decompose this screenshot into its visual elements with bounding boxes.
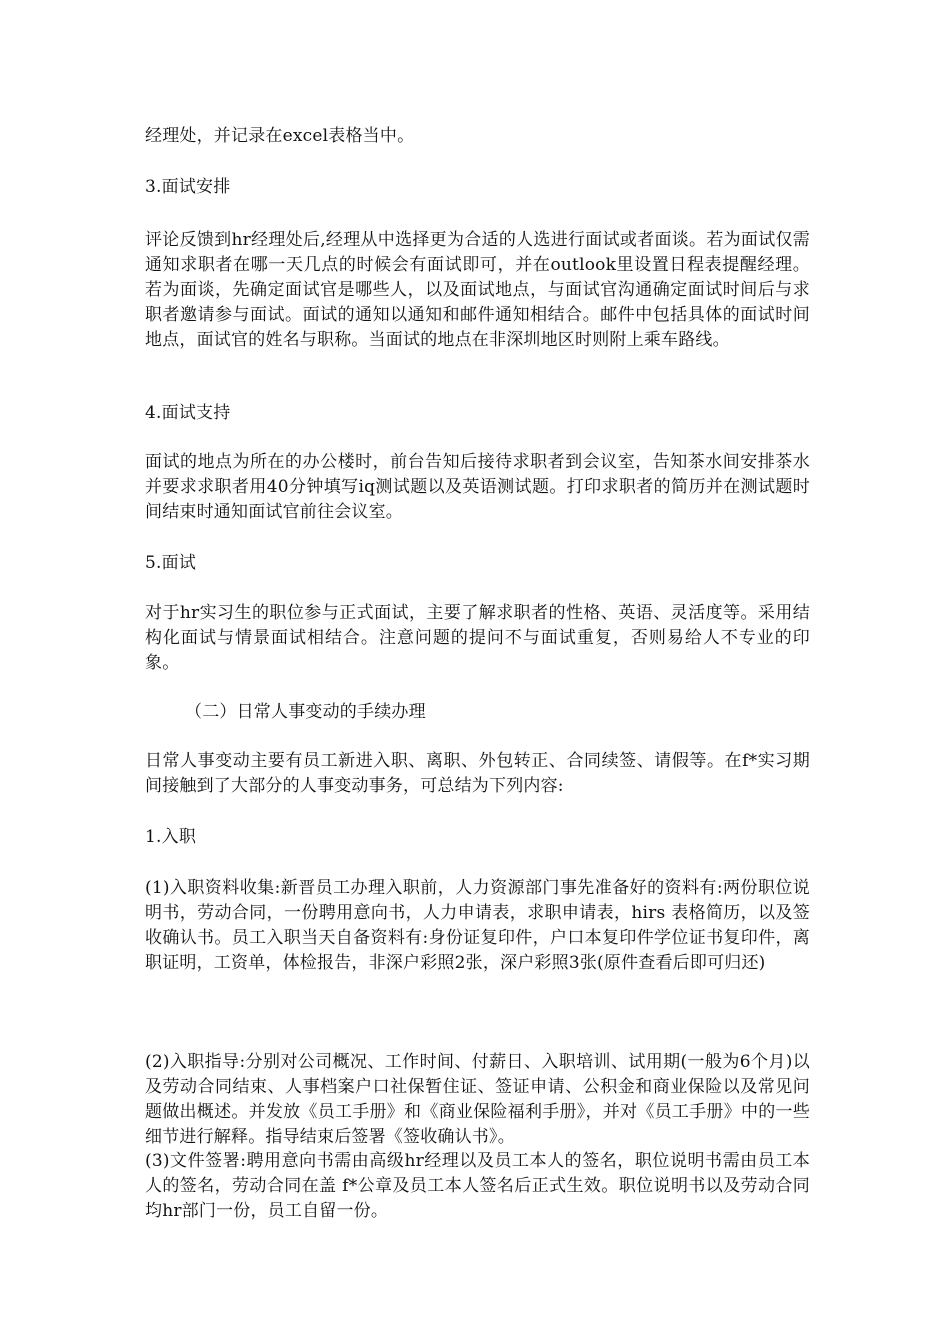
- paragraph-personnel-changes: 日常人事变动主要有员工新进入职、离职、外包转正、合同续签、请假等。在f*实习期间接触到了大部分的人事变动事务，可总结为下列内容:: [145, 751, 810, 796]
- paragraph-continuation: 经理处，并记录在excel表格当中。: [145, 126, 415, 146]
- heading-onboarding: 1.入职: [145, 827, 197, 847]
- heading-interview-arrangement: 3.面试安排: [145, 177, 231, 197]
- paragraph-document-signing: (3)文件签署:聘用意向书需由高级hr经理以及员工本人的签名，职位说明书需由员工本人的签名，劳动合同在盖 f*公章及员工本人签名后正式生效。职位说明书以及劳动合同均hr部门一份，员工自留一份。: [145, 1151, 810, 1221]
- heading-interview-support: 4.面试支持: [145, 403, 231, 423]
- paragraph-interview-arrangement: 评论反馈到hr经理处后,经理从中选择更为合适的人选进行面试或者面谈。若为面试仅需通知求职者在哪一天几点的时候会有面试即可，并在outlook里设置日程表提醒经理。若为面谈，先确定面试官是哪些人，以及面试地点，与面试官沟通确定面试时间后与求职者邀请参与面试。面试的通知以通知和邮件通知相结合。邮件中包括具体的面试时间地点，面试官的姓名与职称。当面试的地点在非深圳地区时则附上乘车路线。: [145, 230, 810, 350]
- paragraph-onboarding-guidance: (2)入职指导:分别对公司概况、工作时间、付薪日、入职培训、试用期(一般为6个月)以及劳动合同结束、人事档案户口社保暂住证、签证申请、公积金和商业保险以及常见问题做出概述。并发放《员工手册》和《商业保险福利手册》，并对《员工手册》中的一些细节进行解释。指导结束后签署《签收确认书》。: [145, 1052, 810, 1147]
- paragraph-onboarding-materials: (1)入职资料收集:新晋员工办理入职前，人力资源部门事先准备好的资料有:两份职位说明书，劳动合同，一份聘用意向书，人力申请表，求职申请表，hirs 表格简历，以及签收确认书。员工入职当天自备资料有:身份证复印件，户口本复印件学位证书复印件，离职证明，工资单，体检报告，非深户彩照2张，深户彩照3张(原件查看后即可归还): [145, 878, 810, 973]
- paragraph-interview: 对于hr实习生的职位参与正式面试，主要了解求职者的性格、英语、灵活度等。采用结构化面试与情景面试相结合。注意问题的提问不与面试重复，否则易给人不专业的印象。: [145, 603, 810, 673]
- heading-interview: 5.面试: [145, 553, 197, 573]
- section-heading-personnel-changes: （二）日常人事变动的手续办理: [185, 702, 426, 722]
- paragraph-interview-support: 面试的地点为所在的办公楼时，前台告知后接待求职者到会议室，告知茶水间安排茶水并要求求职者用40分钟填写iq测试题以及英语测试题。打印求职者的简历并在测试题时间结束时通知面试官前往会议室。: [145, 452, 810, 522]
